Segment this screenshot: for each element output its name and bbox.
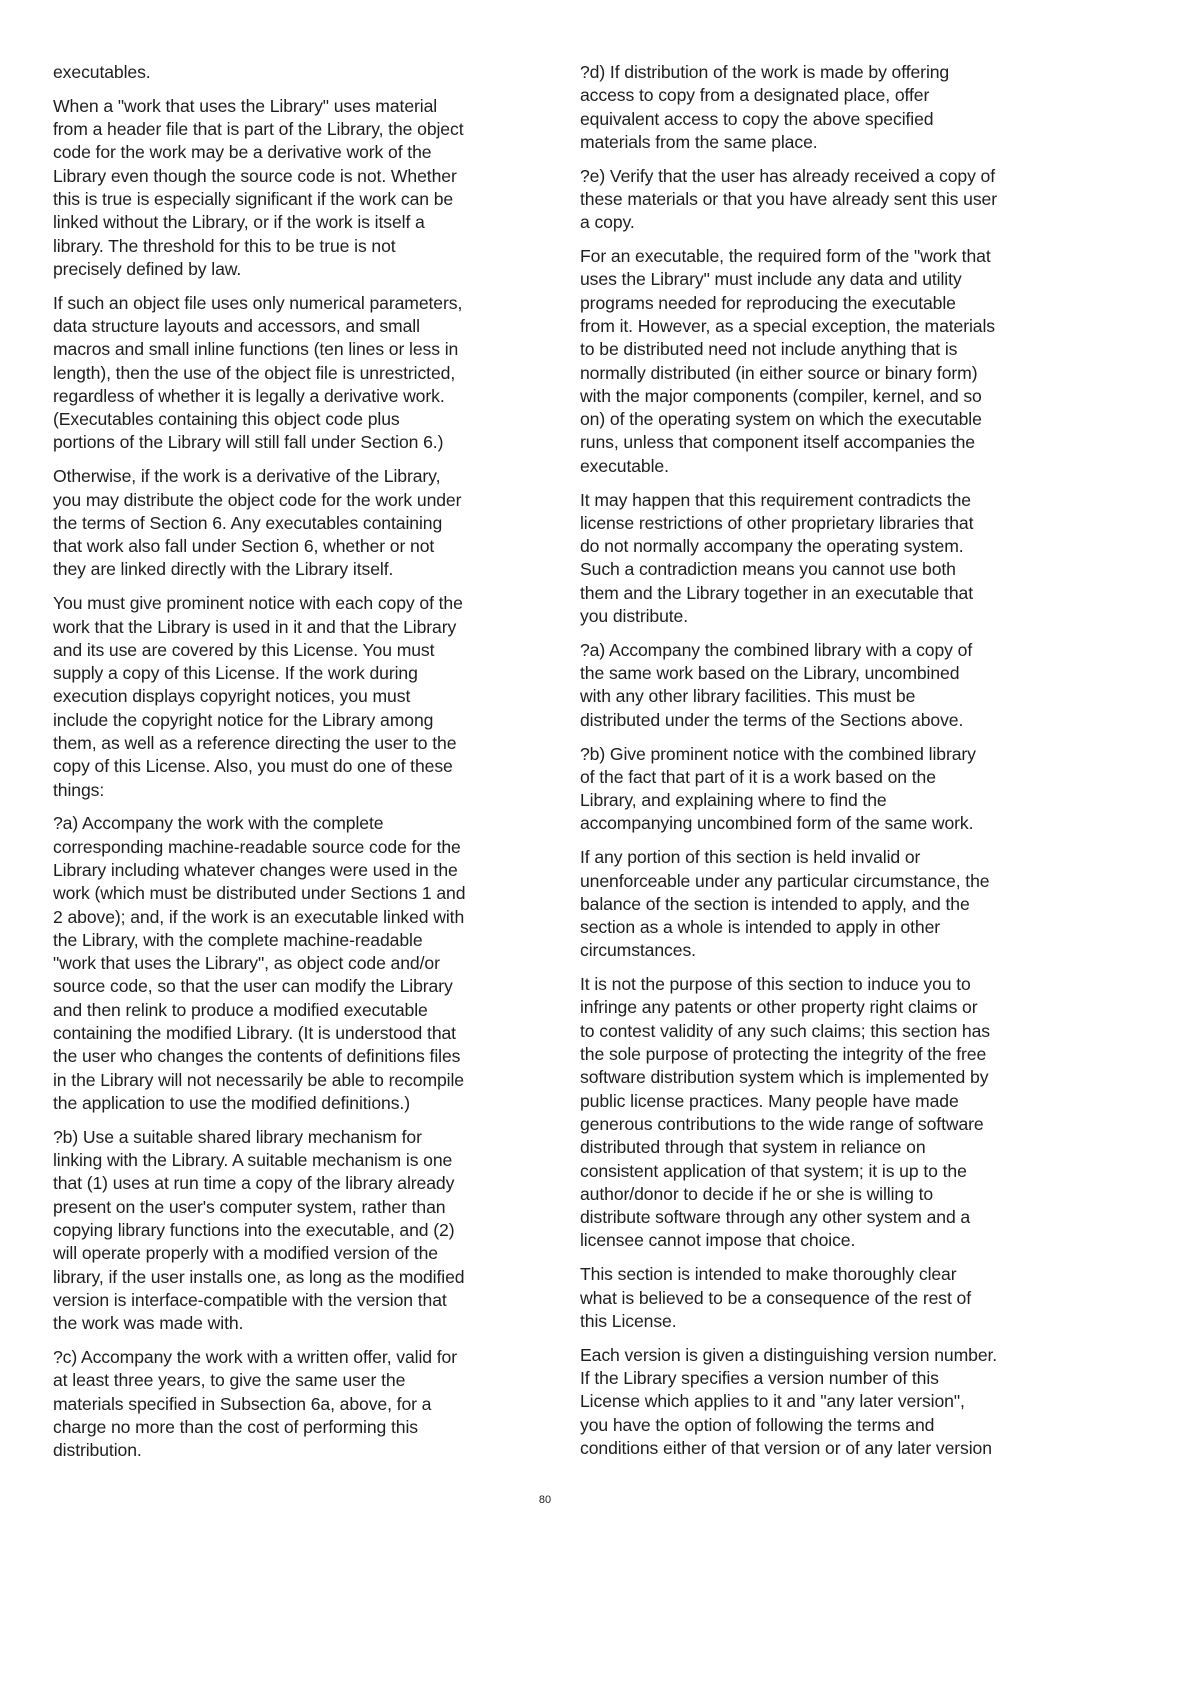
paragraph: ?a) Accompany the work with the complete corresponding machine-readable source code for the Library including whatever changes were used in the work (which must be distributed under Sections 1 and 2 above); and, if the work is an executable linked with the Library, with the complete machine-readable "work that uses the Library", as object code and/or source code, so that the user can modify the Library and then relink to produce a modified executable containing the modified Library. (It is understood that the user who changes the contents of definitions files in the Library will not necessarily be able to recompile the application to use the modified definitions.) [53,813,466,1113]
paragraph: When a "work that uses the Library" uses material from a header file that is part of the Library, the object code for the work may be a derivative work of the Library even though the source code is not. Whether this is true is especially significant if the work can be linked without the Library, or if the work is itself a library. The threshold for this to be true is not precisely defined by law. [53,95,464,279]
paragraph: ?c) Accompany the work with a written offer, valid for at least three years, to give the same user the materials specified in Subsection 6a, above, for a charge no more than the cost of performing this distribution. [53,1346,457,1461]
paragraph: If any portion of this section is held invalid or unenforceable under any particular circumstance, the balance of the section is intended to apply, and the section as a whole is intended to apply in other circumstances. [580,847,990,961]
page-number: 80 [538,1494,552,1506]
paragraph: ?b) Give prominent notice with the combined library of the fact that part of it is a work based on the Library, and explaining where to find the accompanying uncombined form of the same work. [580,743,976,834]
paragraph: executables. [53,62,151,82]
paragraph: It is not the purpose of this section to induce you to infringe any patents or other property right claims or to contest validity of any such claims; this section has the sole purpose of protecting the integrity of the free software distribution system which is implemented by public license practices. Many people have made generous contributions to the wide range of software distributed through that system in reliance on consistent application of that system; it is up to the author/donor to decide if he or she is willing to distribute software through any other system and a licensee cannot impose that choice. [580,974,991,1251]
paragraph: ?d) If distribution of the work is made by offering access to copy from a designated place, offer equivalent access to copy the above specified materials from the same place. [580,62,950,152]
paragraph: Otherwise, if the work is a derivative of the Library, you may distribute the object code for the work under the terms of Section 6. Any executables containing that work also fall under Section 6, whether or not they are linked directly with the Library itself. [53,466,462,580]
paragraph: ?e) Verify that the user has already received a copy of these materials or that you have already sent this user a copy. [580,165,997,233]
paragraph: You must give prominent notice with each copy of the work that the Library is used in it and that the Library and its use are covered by this License. You must supply a copy of this License. If the work during execution displays copyright notices, you must include the copyright notice for the Library among them, as well as a reference directing the user to the copy of this License. Also, you must do one of these things: [53,593,463,800]
paragraph: ?b) Use a suitable shared library mechanism for linking with the Library. A suitable mechanism is one that (1) uses at run time a copy of the library already present on the user's computer system, rather than copying library functions into the executable, and (2) will operate properly with a modified version of the library, if the user installs one, as long as the modified version is interface-compatible with the version that the work was made with. [53,1126,465,1334]
paragraph: If such an object file uses only numerical parameters, data structure layouts and accessors, and small macros and small inline functions (ten lines or less in length), then the use of the object file is unrestricted, regardless of whether it is legally a derivative work. (Executables containing this object code plus portions of the Library will still fall under Section 6.) [53,292,463,453]
paragraph: Each version is given a distinguishing version number. If the Library specifies a version number of this License which applies to it and "any later version", you have the option of following the terms and conditions either of that version or of any later version [580,1344,998,1458]
paragraph: It may happen that this requirement contradicts the license restrictions of other proprietary libraries that do not normally accompany the operating system. Such a contradiction means you cannot use both them and the Library together in an executable that you distribute. [580,489,974,627]
left-column [53,61,553,1473]
paragraph: This section is intended to make thoroughly clear what is believed to be a consequence of the rest of this License. [580,1264,972,1331]
paragraph: For an executable, the required form of the "work that uses the Library" must include any data and utility programs needed for reproducing the executable from it. However, as a special exception, the materials to be distributed need not include anything that is normally distributed (in either source or binary form) with the major components (compiler, kernel, and so on) of the operating system on which the executable runs, unless that component itself accompanies the executable. [580,246,995,476]
right-column [580,61,1070,1471]
paragraph: ?a) Accompany the combined library with a copy of the same work based on the Library, uncombined with any other library facilities. This must be distributed under the terms of the Sections above. [580,639,973,730]
